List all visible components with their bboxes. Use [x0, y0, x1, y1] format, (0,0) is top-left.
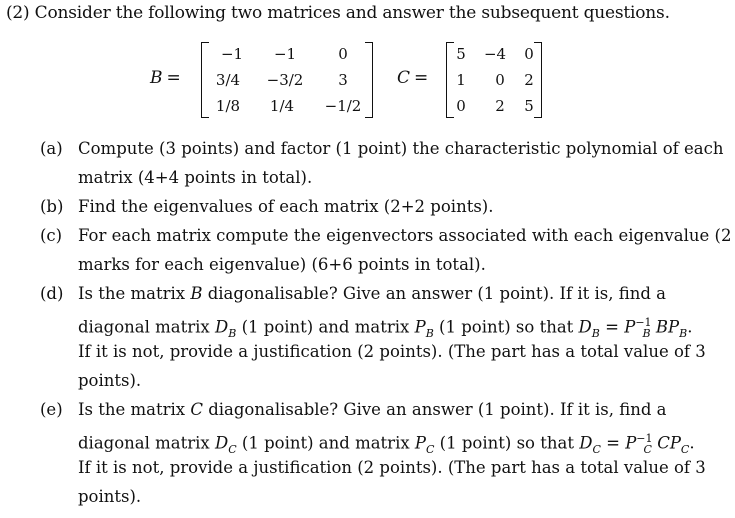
- matrix-b-cell: 1/4: [269, 97, 295, 115]
- matrix-b: [201, 42, 373, 118]
- question-c-line: marks for each eigenvalue) (6+6 points in total).: [78, 255, 486, 274]
- matrix-b-cell: 3/4: [215, 71, 241, 89]
- question-b-tag: (b): [40, 197, 64, 216]
- matrix-b-cell: −1: [273, 45, 297, 63]
- matrix-b-cell: −1/2: [324, 97, 362, 115]
- matrix-b-cell: −1: [220, 45, 244, 63]
- question-e-line: Is the matrix C diagonalisable? Give an answer (1 point). If it is, find a: [78, 400, 667, 419]
- question-c-line: For each matrix compute the eigenvectors associated with each eigenvalue (2: [78, 226, 732, 245]
- question-b-line: Find the eigenvalues of each matrix (2+2 points).: [78, 197, 494, 216]
- problem-heading: (2) Consider the following two matrices and answer the subsequent questions.: [6, 3, 670, 23]
- matrix-b-cell: 1/8: [215, 97, 241, 115]
- question-e-line: If it is not, provide a justification (2 points). (The part has a total value of 3: [78, 458, 706, 477]
- matrix-b-symbol: B: [150, 68, 163, 88]
- question-d-tag: (d): [40, 284, 64, 303]
- question-a-line: Compute (3 points) and factor (1 point) the characteristic polynomial of each: [78, 139, 724, 158]
- question-e-tag: (e): [40, 400, 63, 419]
- matrix-c-cell: −4: [483, 45, 507, 63]
- question-d-line: If it is not, provide a justification (2 points). (The part has a total value of 3: [78, 342, 706, 361]
- matrix-c: [446, 42, 542, 118]
- matrix-c-cell: 0: [456, 97, 466, 115]
- matrix-c-cell: 2: [524, 71, 534, 89]
- matrix-c-symbol: C: [397, 68, 411, 88]
- question-c-tag: (c): [40, 226, 63, 245]
- matrix-c-cell: 0: [524, 45, 534, 63]
- matrix-b-cell: 0: [338, 45, 348, 63]
- question-e-line: diagonal matrix $D_C$ (1 point) and matrix $P_C$ (1 point) so that $D_C = P^{-1}_C$ $CP_C$.: [78, 432, 695, 456]
- matrix-c-cell: 2: [495, 97, 505, 115]
- question-d-line: points).: [78, 371, 142, 390]
- matrix-b-cell: −3/2: [266, 71, 304, 89]
- question-d-line: Is the matrix B diagonalisable? Give an answer (1 point). If it is, find a: [78, 284, 667, 303]
- question-a-tag: (a): [40, 139, 63, 158]
- matrix-c-label: C =: [397, 68, 429, 88]
- matrix-c-cell: 5: [524, 97, 534, 115]
- matrix-c-cell: 1: [456, 71, 466, 89]
- matrix-b-cell: 3: [338, 71, 348, 89]
- matrix-definitions: [0, 40, 735, 122]
- matrix-b-label: B =: [150, 68, 181, 88]
- question-e-line: points).: [78, 487, 142, 506]
- question-a-line: matrix (4+4 points in total).: [78, 168, 313, 187]
- matrix-c-cell: 0: [495, 71, 505, 89]
- matrix-c-cell: 5: [456, 45, 466, 63]
- question-d-line: diagonal matrix $D_B$ (1 point) and matrix $P_B$ (1 point) so that $D_B = P^{-1}_B$ $BP_B$.: [78, 316, 693, 340]
